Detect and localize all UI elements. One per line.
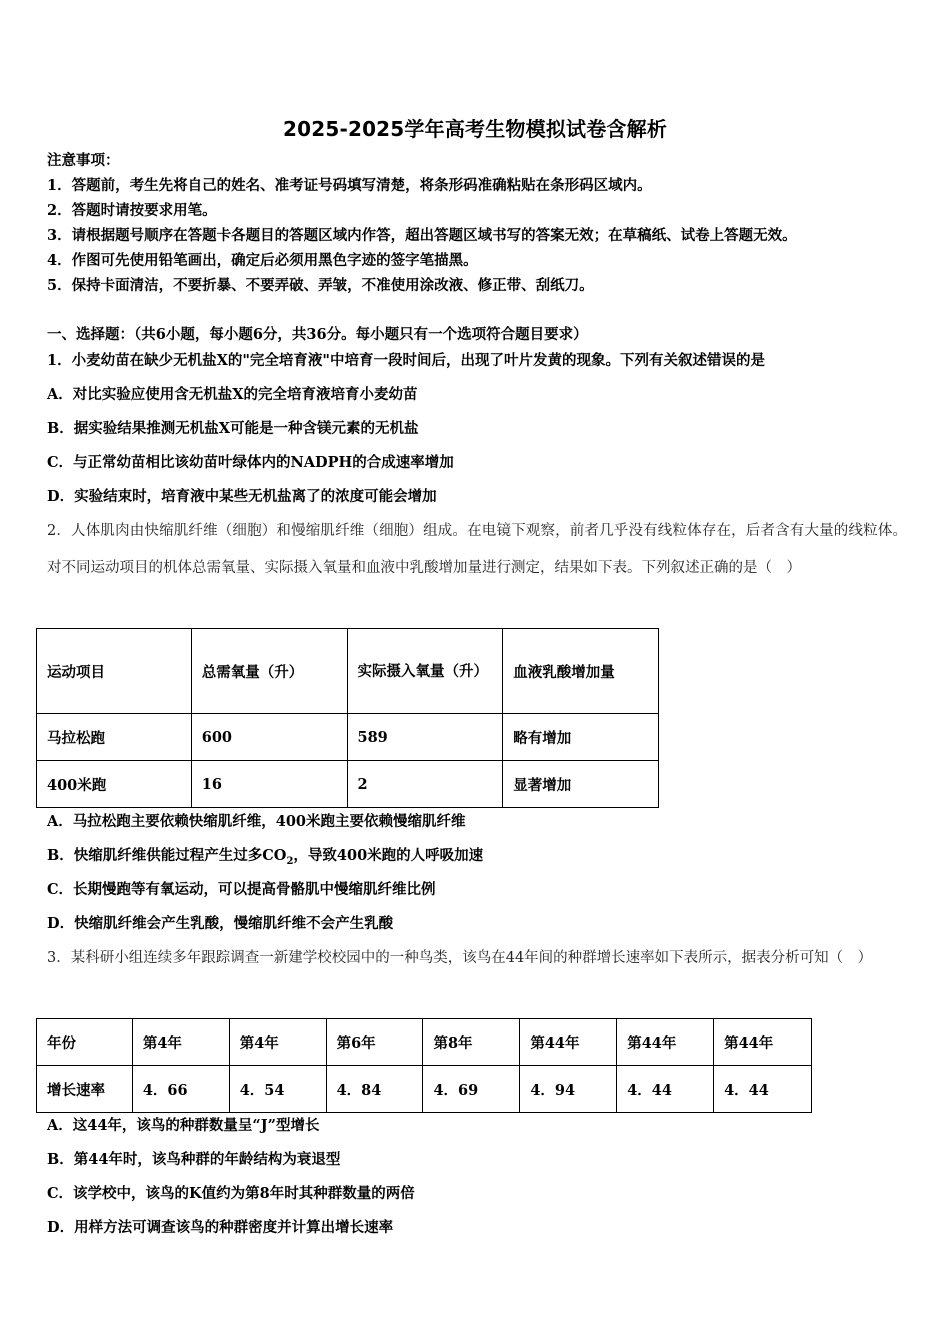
q3-year-cell: 第4年: [229, 1019, 326, 1066]
q3-option-a: A．这44年，该鸟的种群数量呈“J”型增长: [47, 1117, 320, 1134]
q2-cell: 400米跑: [37, 761, 192, 808]
q1-option-b: B．据实验结果推测无机盐X可能是一种含镁元素的无机盐: [47, 420, 419, 437]
q2-cell: 略有增加: [503, 714, 659, 761]
q2-table-row: [37, 714, 659, 761]
q2-cell: 显著增加: [503, 761, 659, 808]
q2-stem: 2．人体肌肉由快缩肌纤维（细胞）和慢缩肌纤维（细胞）组成。在电镜下观察，前者几乎没有线粒体存在，后者含有大量的线粒体。对不同运动项目的机体总需氧量、实际摄入氧量和血液中乳酸增加量进行测定，结果如下表。下列叙述正确的是（ ）: [47, 523, 907, 576]
q3-year-cell: 第4年: [132, 1019, 229, 1066]
q3-year-cell: 第44年: [520, 1019, 617, 1066]
q2-table: [36, 628, 659, 808]
q3-year-cell: 第44年: [617, 1019, 714, 1066]
q2-cell: 16: [191, 761, 347, 808]
q2-header-cell: 运动项目: [37, 629, 192, 714]
q1-stem: 1．小麦幼苗在缺少无机盐X的"完全培育液"中培育一段时间后，出现了叶片发黄的现象。下列有关叙述错误的是: [47, 352, 765, 369]
q2-header-cell: 血液乳酸增加量: [503, 629, 659, 714]
q2-cell: 589: [347, 714, 503, 761]
q2-option-b-text: B．快缩肌纤维供能过程产生过多CO: [47, 847, 287, 864]
section-heading: 一、选择题：（共6小题，每小题6分，共36分。每小题只有一个选项符合题目要求）: [47, 326, 588, 343]
notice-item: 4．作图可先使用铅笔画出，确定后必须用黑色字迹的签字笔描黑。: [47, 252, 478, 269]
q2-option-c: C．长期慢跑等有氧运动，可以提高骨骼肌中慢缩肌纤维比例: [47, 881, 436, 898]
q2-table-header-row: [37, 629, 659, 714]
notice-item: 2．答题时请按要求用笔。: [47, 202, 217, 219]
q3-option-b: B．第44年时，该鸟种群的年龄结构为衰退型: [47, 1151, 341, 1168]
notice-item: 5．保持卡面清洁，不要折暴、不要弄破、弄皱，不准使用涂改液、修正带、刮纸刀。: [47, 277, 594, 294]
q2-cell: 马拉松跑: [37, 714, 192, 761]
q3-rate-cell: 4．66: [132, 1066, 229, 1113]
q3-year-row: [37, 1019, 812, 1066]
q2-option-b-tail: ，导致400米跑的人呼吸加速: [293, 847, 484, 864]
q2-header-cell: 实际摄入氧量（升）: [347, 629, 503, 714]
q3-rate-cell: 4．94: [520, 1066, 617, 1113]
q2-option-b: [47, 846, 483, 872]
q3-year-cell: 第6年: [326, 1019, 423, 1066]
notice-item: 3．请根据题号顺序在答题卡各题目的答题区域内作答，超出答题区域书写的答案无效；在草稿纸、试卷上答题无效。: [47, 227, 797, 244]
q3-stem: 3．某科研小组连续多年跟踪调查一新建学校校园中的一种鸟类，该鸟在44年间的种群增长速率如下表所示，据表分析可知（ ）: [47, 950, 873, 966]
page-title: 2025-2025学年高考生物模拟试卷含解析: [282, 117, 668, 141]
q2-option-a: A．马拉松跑主要依赖快缩肌纤维，400米跑主要依赖慢缩肌纤维: [47, 813, 466, 830]
notice-item: 1．答题前，考生先将自己的姓名、准考证号码填写清楚，将条形码准确粘贴在条形码区域内。: [47, 177, 652, 194]
q2-table-row: [37, 761, 659, 808]
q3-year-cell: 第8年: [423, 1019, 520, 1066]
q3-year-label: 年份: [37, 1019, 133, 1066]
notice-heading: 注意事项：: [47, 152, 120, 169]
q2-cell: 600: [191, 714, 347, 761]
q3-option-c: C．该学校中，该鸟的K值约为第8年时其种群数量的两倍: [47, 1185, 415, 1202]
q2-option-d: D．快缩肌纤维会产生乳酸，慢缩肌纤维不会产生乳酸: [47, 915, 394, 932]
q2-header-cell: 总需氧量（升）: [191, 629, 347, 714]
q3-option-d: D．用样方法可调查该鸟的种群密度并计算出增长速率: [47, 1219, 394, 1236]
q3-rate-row: [37, 1066, 812, 1113]
q3-year-cell: 第44年: [714, 1019, 812, 1066]
q3-rate-cell: 4．69: [423, 1066, 520, 1113]
q2-cell: 2: [347, 761, 503, 808]
q1-option-c: C．与正常幼苗相比该幼苗叶绿体内的NADPH的合成速率增加: [47, 454, 454, 471]
q3-rate-cell: 4．44: [714, 1066, 812, 1113]
q3-rate-label: 增长速率: [37, 1066, 133, 1113]
q2-option-b-subscript: 2: [286, 855, 294, 867]
q1-option-a: A．对比实验应使用含无机盐X的完全培育液培育小麦幼苗: [47, 386, 418, 403]
q3-table: [36, 1018, 812, 1113]
q3-rate-cell: 4．44: [617, 1066, 714, 1113]
q3-rate-cell: 4．84: [326, 1066, 423, 1113]
q1-option-d: D．实验结束时，培育液中某些无机盐离了的浓度可能会增加: [47, 488, 437, 505]
q3-rate-cell: 4．54: [229, 1066, 326, 1113]
